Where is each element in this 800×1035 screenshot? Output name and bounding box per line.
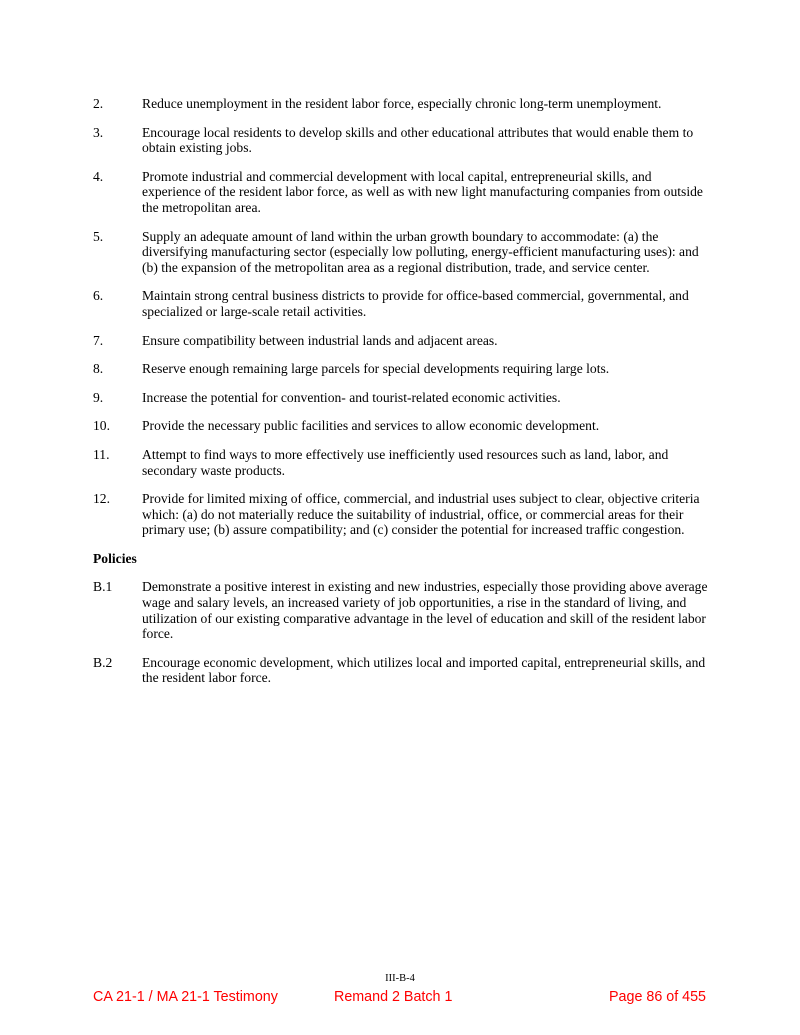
goal-item-10 [93, 418, 713, 434]
goal-text: Provide for limited mixing of office, commercial, and industrial uses subject to clear, objective criteria which: (a) do not materially reduce the suitability of industrial, office, or commercial areas for their primary use; (b) assure compatibility; and (c) consider the potential for increased traffic congestion. [142, 491, 700, 538]
goal-number: 3. [93, 124, 104, 140]
goal-text: Promote industrial and commercial development with local capital, entrepreneurial skills, and experience of the resident labor force, as well as with new light manufacturing companies from outside the metropolitan area. [142, 168, 703, 215]
goals-list [93, 96, 713, 699]
goal-item-8 [93, 361, 713, 377]
goal-text: Supply an adequate amount of land within the urban growth boundary to accommodate: (a) the diversifying manufacturing sector (especially low polluting, energy-efficient manufacturing uses): and (b) the expansion of the metropolitan area as a regional distribution, trade, and service center. [142, 228, 699, 275]
goal-item-5 [93, 229, 713, 276]
goal-text: Increase the potential for convention- and tourist-related economic activities. [142, 389, 561, 405]
footer-stamp [0, 988, 800, 1008]
policy-item-b1 [93, 579, 713, 641]
goal-text: Ensure compatibility between industrial lands and adjacent areas. [142, 332, 498, 348]
goal-number: 5. [93, 228, 104, 244]
goal-number: 2. [93, 96, 104, 111]
goal-item-12 [93, 491, 713, 538]
goal-item-2 [93, 96, 713, 112]
footer-page-count: Page 86 of 455 [609, 989, 706, 1005]
goal-number: 4. [93, 168, 104, 184]
goal-text: Encourage local residents to develop skills and other educational attributes that would enable them to obtain existing jobs. [142, 124, 694, 156]
goal-number: 6. [93, 288, 104, 304]
goal-text: Attempt to find ways to more effectively use inefficiently used resources such as land, labor, and secondary waste products. [142, 446, 669, 478]
goal-number: 8. [93, 361, 104, 377]
goal-text: Maintain strong central business districts to provide for office-based commercial, governmental, and specialized or large-scale retail activities. [142, 288, 689, 319]
footer-case-label: CA 21-1 / MA 21-1 Testimony [93, 989, 278, 1005]
policy-item-b2 [93, 655, 713, 686]
policy-number: B.2 [93, 654, 113, 670]
goal-text: Reserve enough remaining large parcels for special developments requiring large lots. [142, 361, 610, 377]
goal-number: 12. [93, 491, 110, 507]
goal-item-11 [93, 447, 713, 478]
policies-heading: Policies [93, 550, 137, 566]
goal-number: 10. [93, 418, 110, 434]
footer-batch-label: Remand 2 Batch 1 [334, 989, 453, 1005]
goal-item-9 [93, 390, 713, 406]
goal-item-4 [93, 169, 713, 216]
policy-text: Encourage economic development, which utilizes local and imported capital, entrepreneurial skills, and the resident labor force. [142, 654, 706, 686]
goal-item-6 [93, 288, 713, 319]
goal-text: Provide the necessary public facilities and services to allow economic development. [142, 418, 600, 434]
goal-number: 11. [93, 446, 110, 462]
policy-text: Demonstrate a positive interest in existing and new industries, especially those providing above average wage and salary levels, an increased variety of job opportunities, a rise in the standard of living, and utilization of our existing comparative advantage in the level of education and skill of the resident labor force. [142, 579, 708, 642]
goal-number: 7. [93, 332, 104, 348]
policy-number: B.1 [93, 579, 113, 595]
goal-number: 9. [93, 389, 104, 405]
page-number: III-B-4 [385, 973, 415, 984]
goal-text: Reduce unemployment in the resident labor force, especially chronic long-term unemployment. [142, 96, 662, 111]
goal-item-3 [93, 125, 713, 156]
goal-item-7 [93, 333, 713, 349]
